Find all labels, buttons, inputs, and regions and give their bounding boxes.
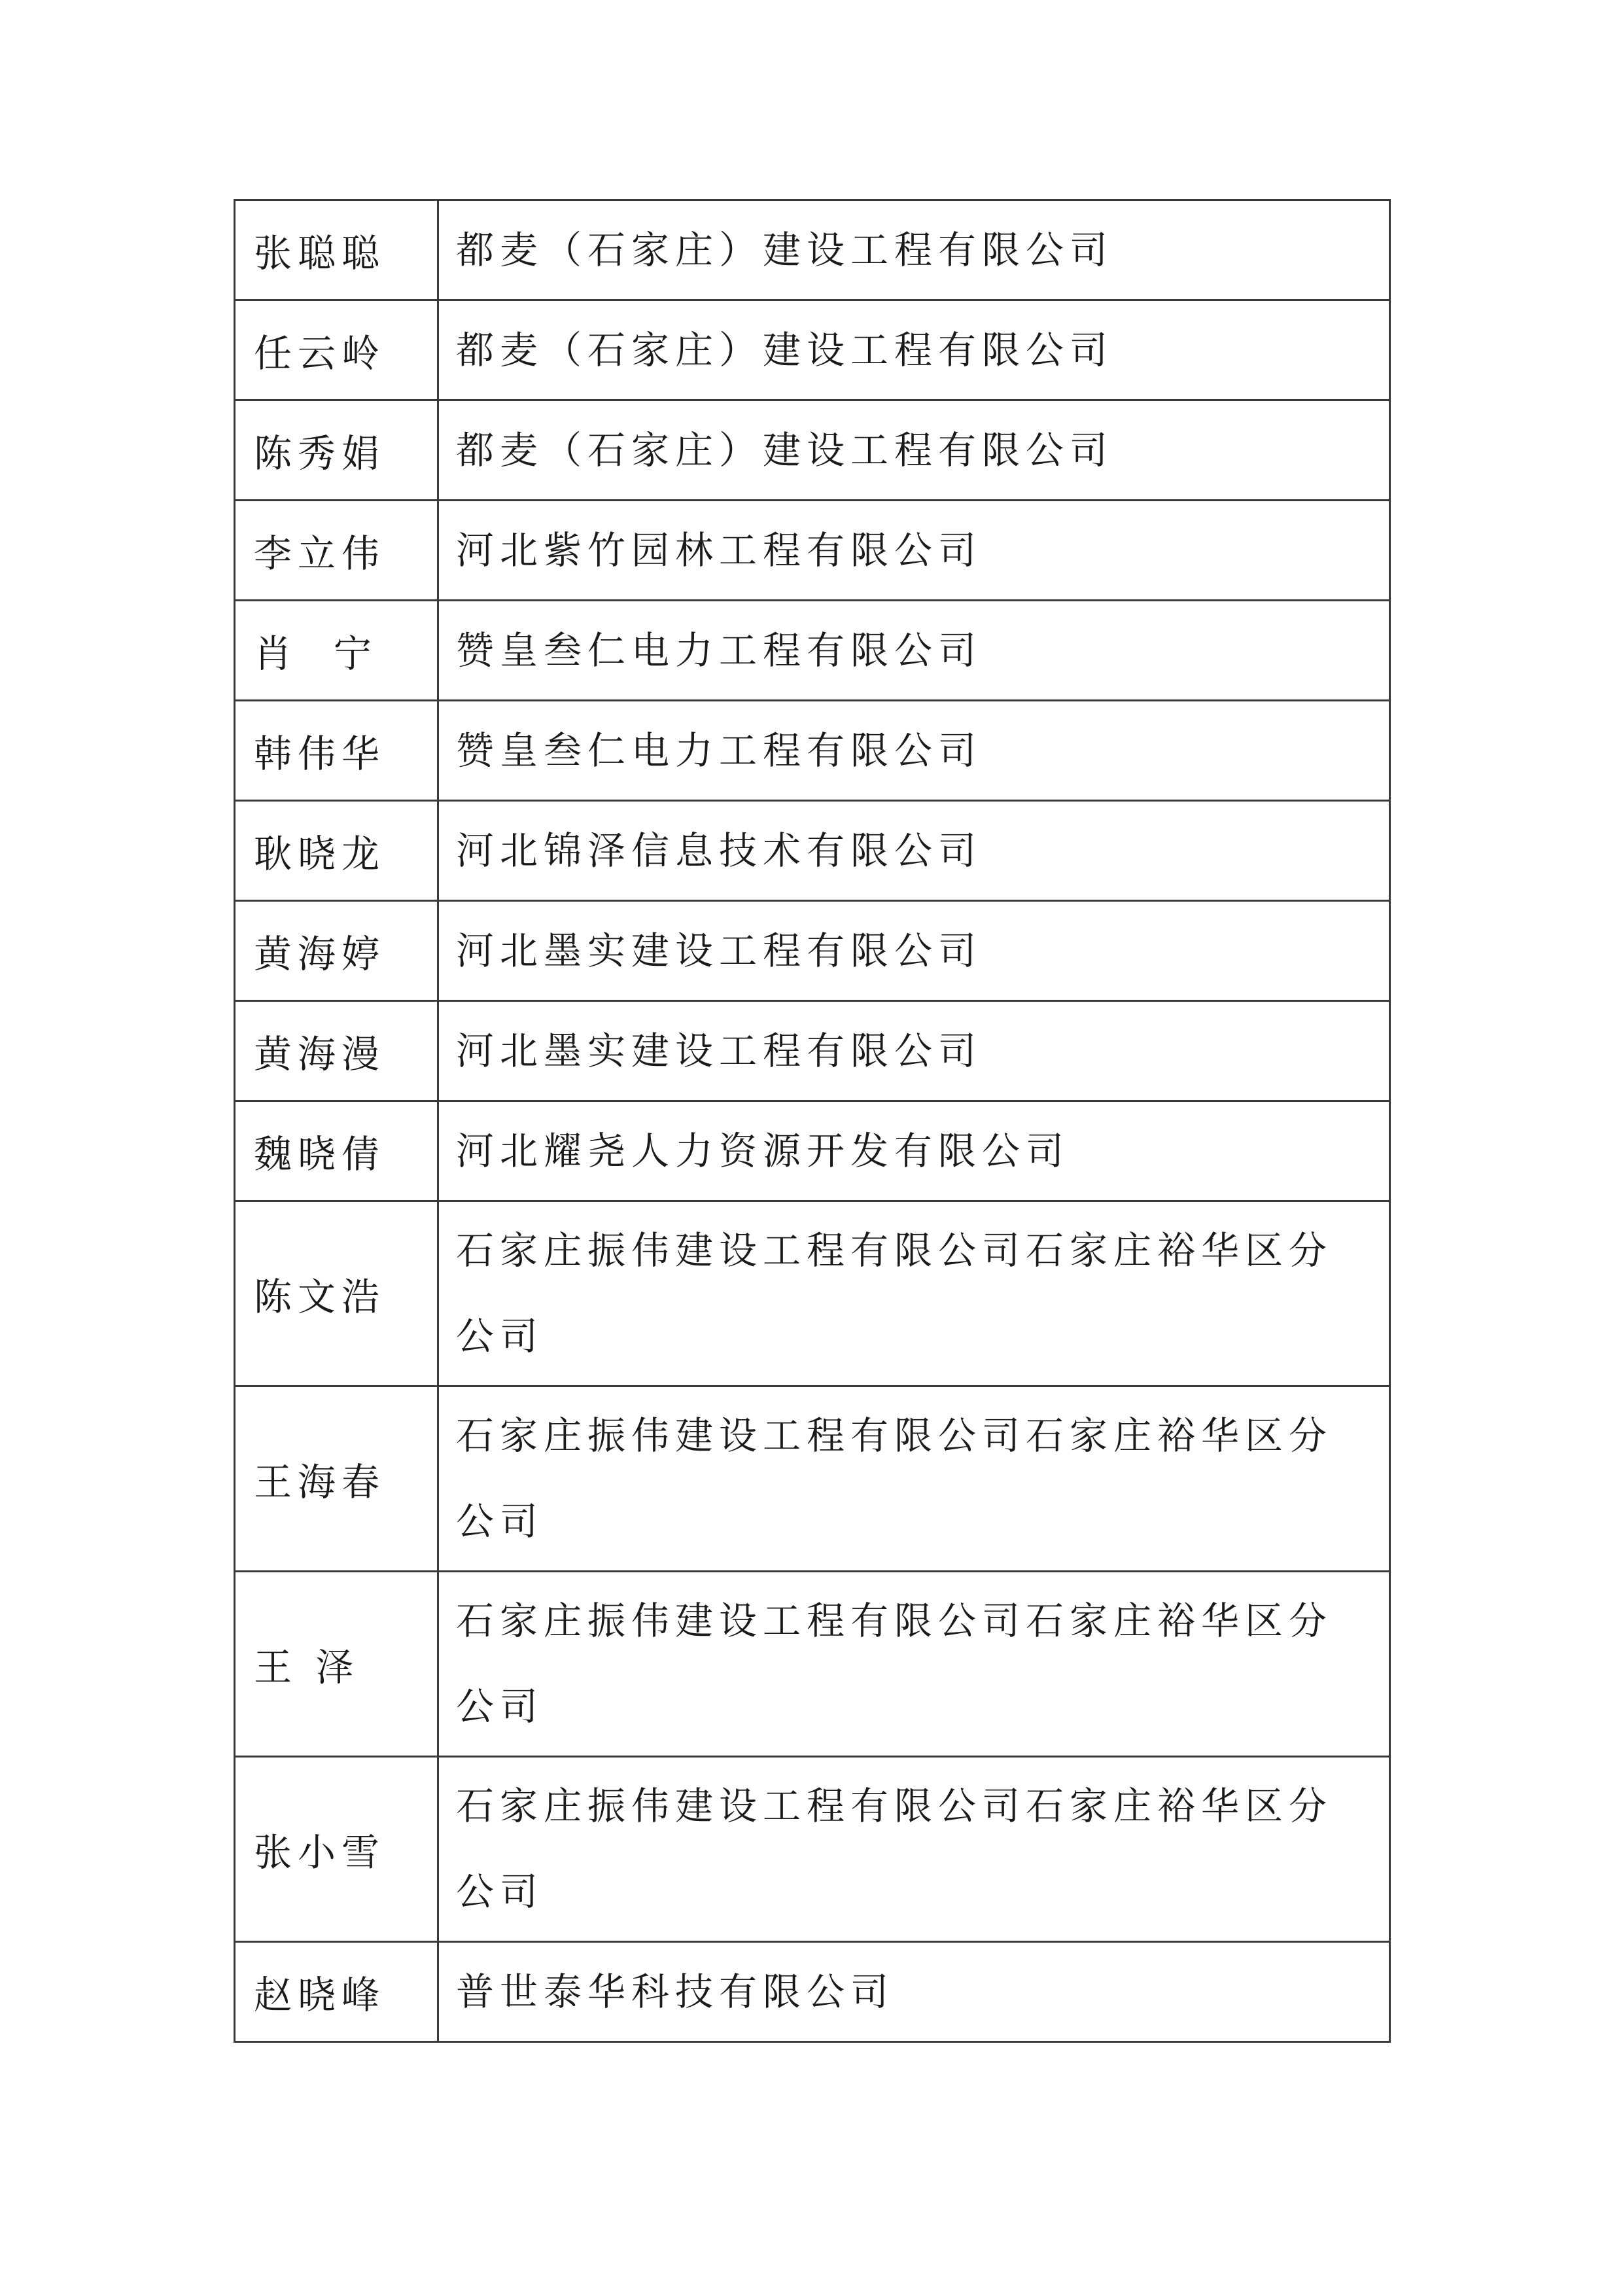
company-name: 河北锦泽信息技术有限公司	[438, 801, 1390, 901]
table-row	[235, 601, 1390, 701]
company-name: 都麦（石家庄）建设工程有限公司	[438, 300, 1390, 400]
table-row	[235, 1101, 1390, 1201]
company-name: 石家庄振伟建设工程有限公司石家庄裕华区分公司	[438, 1201, 1390, 1386]
company-name: 河北墨实建设工程有限公司	[438, 901, 1390, 1001]
company-name: 赞皇叁仁电力工程有限公司	[438, 701, 1390, 801]
table-row	[235, 1001, 1390, 1101]
table-row	[235, 200, 1390, 300]
table-row	[235, 400, 1390, 501]
company-name: 河北耀尧人力资源开发有限公司	[438, 1101, 1390, 1201]
person-name: 张小雪	[235, 1757, 438, 1942]
table-row	[235, 300, 1390, 400]
table-row	[235, 1942, 1390, 2042]
person-name: 王 泽	[235, 1572, 438, 1757]
table-row	[235, 701, 1390, 801]
table-row	[235, 801, 1390, 901]
person-name: 魏晓倩	[235, 1101, 438, 1201]
company-name: 赞皇叁仁电力工程有限公司	[438, 601, 1390, 701]
person-name: 黄海漫	[235, 1001, 438, 1101]
table-row	[235, 501, 1390, 601]
roster-table	[234, 199, 1391, 2043]
company-name: 河北墨实建设工程有限公司	[438, 1001, 1390, 1101]
person-name: 赵晓峰	[235, 1942, 438, 2042]
table-row	[235, 1572, 1390, 1757]
person-name: 肖 宁	[235, 601, 438, 701]
person-name: 张聪聪	[235, 200, 438, 300]
company-name: 石家庄振伟建设工程有限公司石家庄裕华区分公司	[438, 1386, 1390, 1572]
company-name: 都麦（石家庄）建设工程有限公司	[438, 200, 1390, 300]
company-name: 河北紫竹园林工程有限公司	[438, 501, 1390, 601]
person-name: 李立伟	[235, 501, 438, 601]
person-name: 任云岭	[235, 300, 438, 400]
table-row	[235, 1757, 1390, 1942]
person-name: 陈文浩	[235, 1201, 438, 1386]
company-name: 普世泰华科技有限公司	[438, 1942, 1390, 2042]
person-name: 耿晓龙	[235, 801, 438, 901]
person-name: 黄海婷	[235, 901, 438, 1001]
company-name: 石家庄振伟建设工程有限公司石家庄裕华区分公司	[438, 1572, 1390, 1757]
table-row	[235, 901, 1390, 1001]
company-name: 都麦（石家庄）建设工程有限公司	[438, 400, 1390, 501]
table-row	[235, 1201, 1390, 1386]
person-name: 陈秀娟	[235, 400, 438, 501]
company-name: 石家庄振伟建设工程有限公司石家庄裕华区分公司	[438, 1757, 1390, 1942]
person-name: 韩伟华	[235, 701, 438, 801]
person-name: 王海春	[235, 1386, 438, 1572]
table-row	[235, 1386, 1390, 1572]
